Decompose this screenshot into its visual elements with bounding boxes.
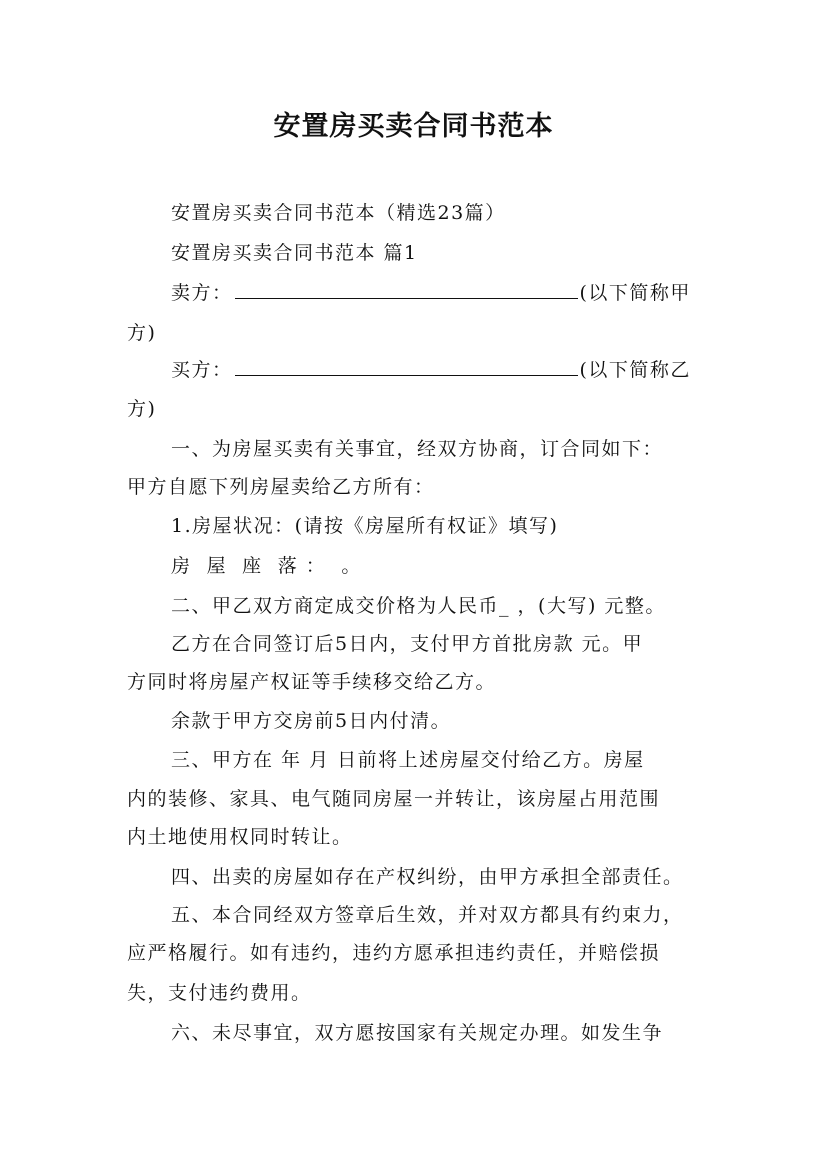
buyer-label: 买方： bbox=[171, 359, 233, 381]
paragraph-line: 一、为房屋买卖有关事宜，经双方协商，订合同如下： bbox=[171, 438, 664, 460]
seller-suffix: (以下简称甲 bbox=[579, 282, 691, 304]
paragraph-line: 方) bbox=[127, 398, 157, 420]
paragraph-line: 安置房买卖合同书范本（精选23篇） bbox=[171, 202, 506, 224]
paragraph-line: 应严格履行。如有违约，违约方愿承担违约责任，并赔偿损 bbox=[127, 942, 661, 964]
paragraph-line: 内的装修、家具、电气随同房屋一并转让，该房屋占用范围 bbox=[127, 788, 661, 810]
paragraph-line: 失，支付违约费用。 bbox=[127, 982, 312, 1004]
seller-blank bbox=[235, 280, 578, 299]
paragraph-line: 1.房屋状况：(请按《房屋所有权证》填写) bbox=[171, 515, 559, 537]
paragraph-line: 三、甲方在 年 月 日前将上述房屋交付给乙方。房屋 bbox=[171, 749, 645, 771]
buyer-suffix: (以下简称乙 bbox=[579, 359, 691, 381]
paragraph-line: 甲方自愿下列房屋卖给乙方所有： bbox=[127, 476, 435, 498]
paragraph-line: 安置房买卖合同书范本 篇1 bbox=[171, 242, 418, 264]
paragraph-line: 房 屋 座 落 ： 。 bbox=[171, 555, 362, 577]
paragraph-line: 余款于甲方交房前5日内付清。 bbox=[171, 710, 452, 732]
seller-line bbox=[171, 278, 691, 305]
buyer-line bbox=[171, 355, 691, 382]
paragraph-line: 二、甲乙双方商定成交价格为人民币_ ，(大写) 元整。 bbox=[171, 595, 666, 617]
paragraph-line: 四、出卖的房屋如存在产权纠纷，由甲方承担全部责任。 bbox=[171, 866, 684, 888]
document-title: 安置房买卖合同书范本 bbox=[273, 111, 554, 142]
paragraph-line: 五、本合同经双方签章后生效，并对双方都具有约束力， bbox=[171, 904, 684, 926]
seller-label: 卖方： bbox=[171, 282, 233, 304]
paragraph-line: 方) bbox=[127, 322, 157, 344]
paragraph-line: 内土地使用权同时转让。 bbox=[127, 826, 353, 848]
paragraph-line: 乙方在合同签订后5日内，支付甲方首批房款 元。甲 bbox=[171, 633, 644, 655]
buyer-blank bbox=[235, 357, 578, 376]
paragraph-line: 方同时将房屋产权证等手续移交给乙方。 bbox=[127, 671, 497, 693]
paragraph-line: 六、未尽事宜，双方愿按国家有关规定办理。如发生争 bbox=[171, 1022, 664, 1044]
